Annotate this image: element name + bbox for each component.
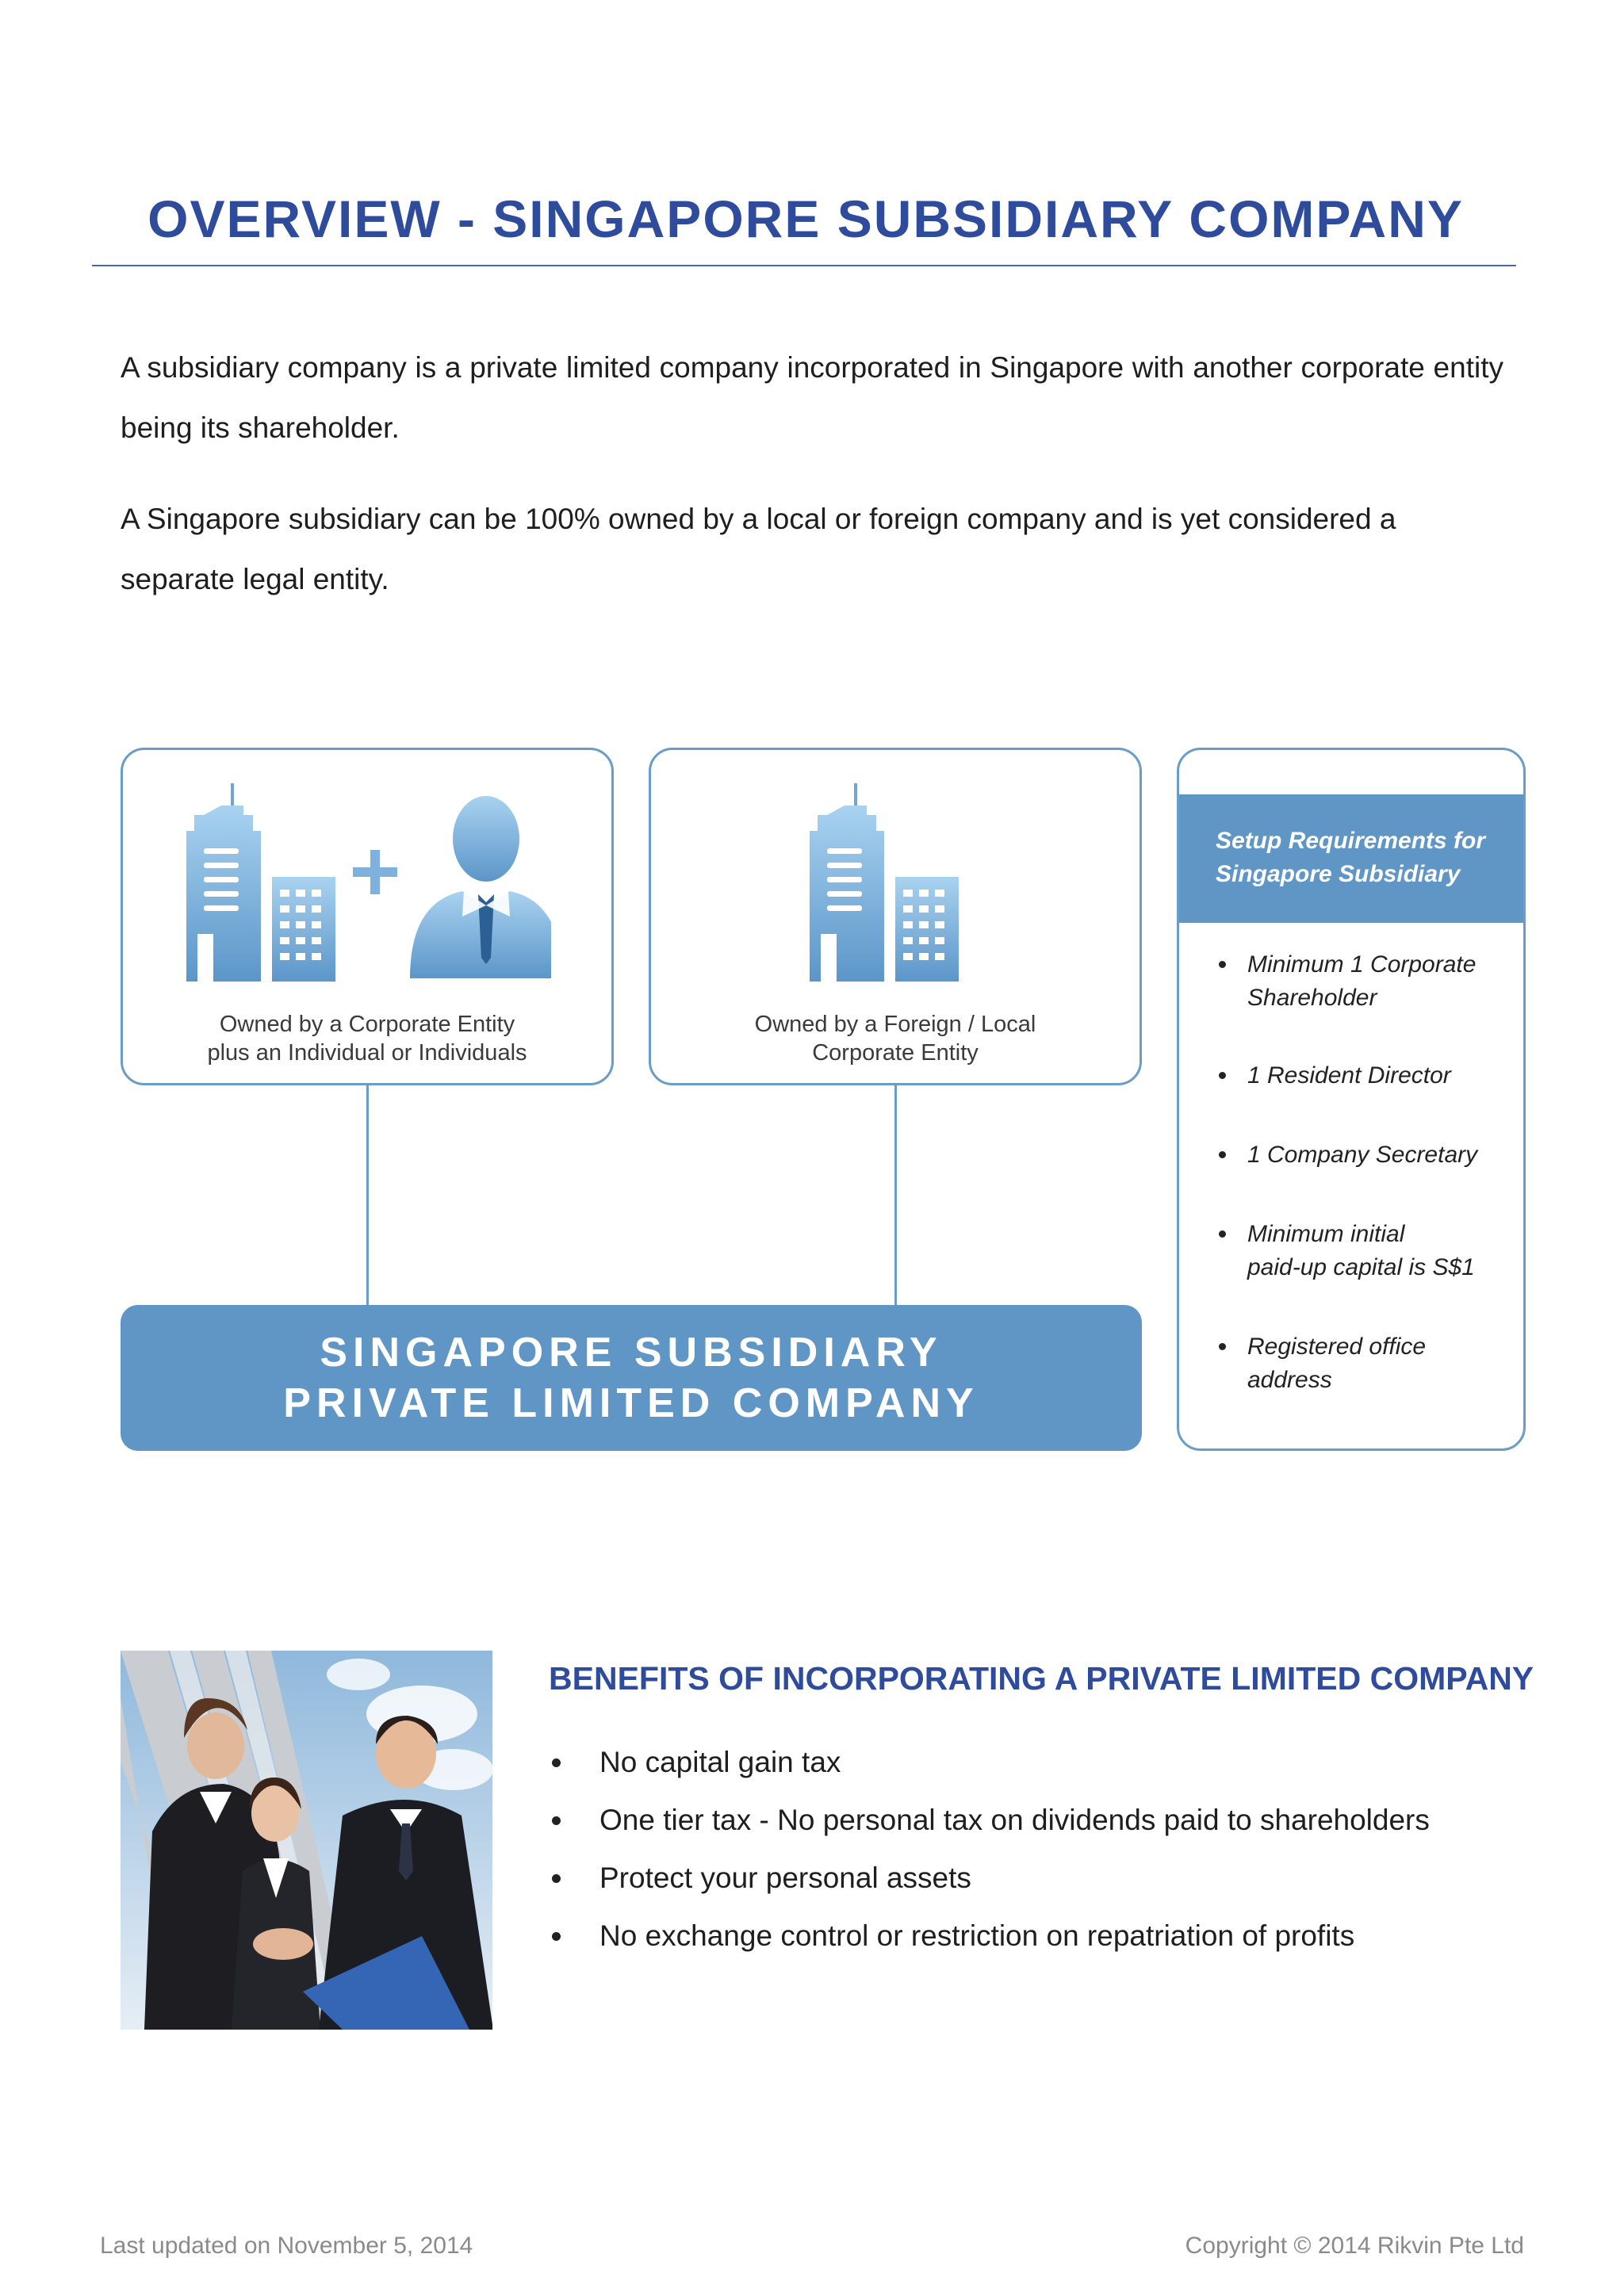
- card-label: [651, 1010, 1139, 1067]
- banner-line-1: SINGAPORE SUBSIDIARY: [320, 1330, 943, 1376]
- requirement-line-1: Minimum initial: [1247, 1221, 1405, 1247]
- benefit-item: No capital gain tax: [549, 1733, 1430, 1791]
- connector-line: [894, 1085, 897, 1305]
- requirement-item: [1179, 1138, 1523, 1172]
- banner-line-2: PRIVATE LIMITED COMPANY: [283, 1380, 979, 1426]
- requirements-heading: [1179, 794, 1523, 923]
- requirement-line-1: 1 Company Secretary: [1247, 1142, 1478, 1168]
- requirement-line-1: 1 Resident Director: [1247, 1062, 1451, 1089]
- card-label-line-2: plus an Individual or Individuals: [207, 1040, 527, 1066]
- benefit-item: No exchange control or restriction on repatriation of profits: [549, 1907, 1430, 1965]
- requirement-item: [1179, 1059, 1523, 1093]
- ownership-card-corporate-plus-individual: [121, 748, 614, 1085]
- connector-line: [366, 1085, 369, 1305]
- business-handshake-photo: [121, 1651, 492, 2030]
- last-updated-note: Last updated on November 5, 2014: [100, 2233, 473, 2259]
- requirement-item: [1179, 1218, 1523, 1284]
- intro-paragraph-2: A Singapore subsidiary can be 100% owned by a local or foreign company and is yet considered a separate legal entity.: [121, 503, 1396, 595]
- building-icon: [810, 783, 984, 982]
- benefits-list: [549, 1733, 1430, 1965]
- requirement-item: [1179, 948, 1523, 1015]
- setup-requirements-panel: [1177, 748, 1526, 1451]
- benefits-title: BENEFITS OF INCORPORATING A PRIVATE LIMITED COMPANY: [549, 1660, 1534, 1697]
- benefit-item: Protect your personal assets: [549, 1849, 1430, 1907]
- ownership-card-corporate-entity: [649, 748, 1142, 1085]
- requirement-item: [1179, 1330, 1523, 1397]
- requirement-line-2: Shareholder: [1247, 985, 1377, 1011]
- building-plus-person-icon: [186, 783, 551, 982]
- card-label-line-2: Corporate Entity: [812, 1040, 979, 1066]
- benefit-item: One tier tax - No personal tax on dividends paid to shareholders: [549, 1791, 1430, 1849]
- requirement-line-1: Minimum 1 Corporate: [1247, 951, 1477, 978]
- page-title: OVERVIEW - SINGAPORE SUBSIDIARY COMPANY: [147, 189, 1464, 248]
- title-divider: [92, 265, 1516, 266]
- card-label-line-1: Owned by a Foreign / Local: [754, 1012, 1036, 1037]
- card-label: [123, 1010, 611, 1067]
- requirement-line-1: Registered office: [1247, 1334, 1427, 1360]
- subsidiary-banner: [121, 1305, 1142, 1451]
- requirement-line-2: paid-up capital is S$1: [1247, 1254, 1475, 1280]
- handshake-illustration: [121, 1651, 492, 2030]
- copyright-note: Copyright © 2014 Rikvin Pte Ltd: [1185, 2233, 1524, 2259]
- requirements-heading-line-1: Setup Requirements for: [1216, 828, 1486, 854]
- requirements-heading-line-2: Singapore Subsidiary: [1216, 861, 1461, 887]
- card-label-line-1: Owned by a Corporate Entity: [219, 1012, 515, 1037]
- intro-paragraph-1: A subsidiary company is a private limited company incorporated in Singapore with another corporate entity being its shareholder.: [121, 351, 1503, 444]
- requirement-line-2: address: [1247, 1367, 1332, 1393]
